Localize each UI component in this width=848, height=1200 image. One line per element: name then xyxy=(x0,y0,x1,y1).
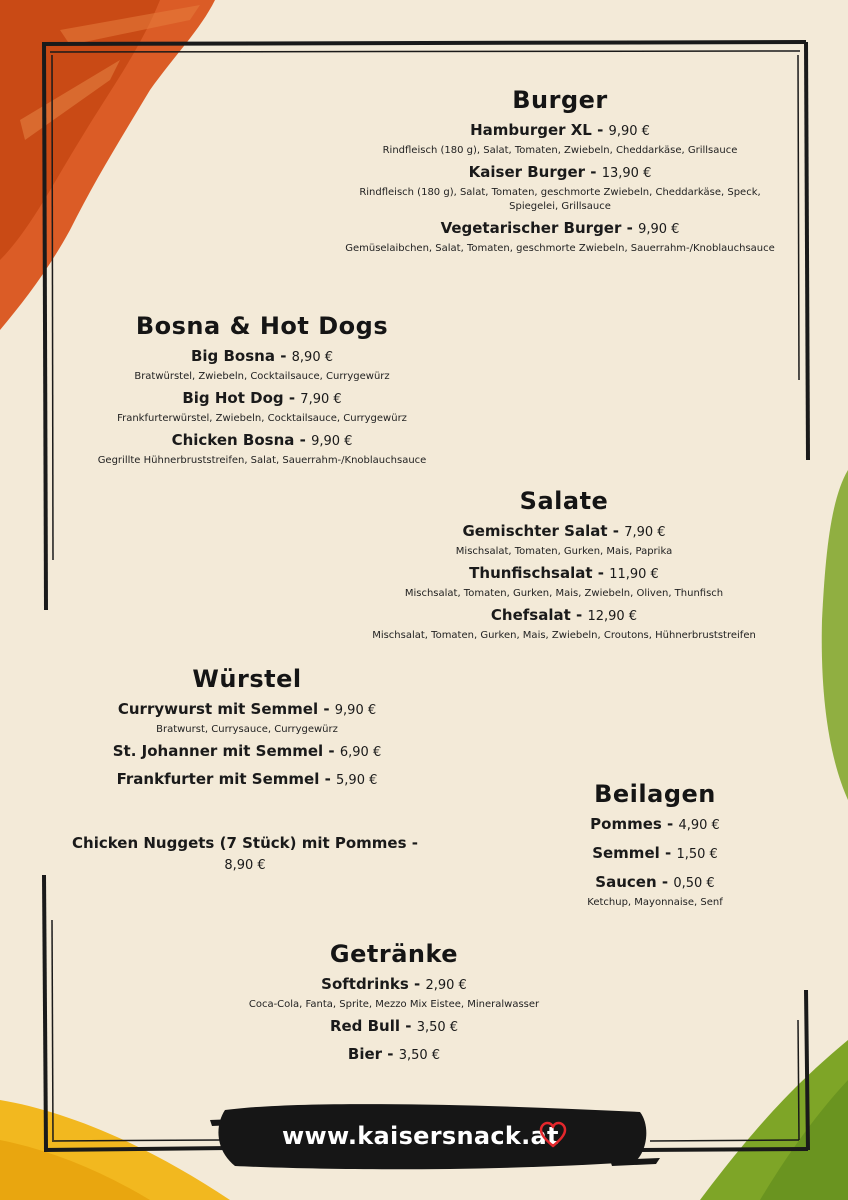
menu-item: Bier - 3,50 € xyxy=(347,1045,441,1063)
section-burger xyxy=(320,86,800,260)
menu-item-description: Coca-Cola, Fanta, Sprite, Mezzo Mix Eistee, Mineralwasser xyxy=(248,999,540,1010)
section-beilagen xyxy=(560,780,750,914)
section-title: Getränke xyxy=(329,940,459,968)
menu-item: Gemischter Salat - 7,90 € xyxy=(462,522,666,540)
menu-item: Chefsalat - 12,90 € xyxy=(490,606,638,624)
menu-item: Red Bull - 3,50 € xyxy=(329,1017,459,1035)
menu-item-description: Mischsalat, Tomaten, Gurken, Mais, Zwiebeln, Croutons, Hühnerbruststreifen xyxy=(372,630,756,641)
menu-item: Saucen - 0,50 € xyxy=(595,873,715,891)
website-link[interactable]: www.kaisersnack.at xyxy=(282,1122,559,1150)
menu-item: Semmel - 1,50 € xyxy=(592,844,718,862)
menu-item-description: Gegrillte Hühnerbruststreifen, Salat, Sauerrahm-/Knoblauchsauce xyxy=(97,455,427,466)
menu-item: Vegetarischer Burger - 9,90 € xyxy=(440,219,680,237)
menu-item: Big Bosna - 8,90 € xyxy=(190,347,334,365)
section-wuerstel xyxy=(92,665,402,791)
menu-item: Hamburger XL - 9,90 € xyxy=(470,121,650,139)
section-salate xyxy=(350,487,778,647)
section-title: Salate xyxy=(519,487,609,515)
menu-item: Kaiser Burger - 13,90 € xyxy=(468,163,652,181)
menu-item: Pommes - 4,90 € xyxy=(590,815,720,833)
menu-item-description: Rindfleisch (180 g), Salat, Tomaten, geschmorte Zwiebeln, Cheddarkäse, Speck, Spiegelei, Grillsauce xyxy=(359,187,761,212)
menu-item: Frankfurter mit Semmel - 5,90 € xyxy=(116,770,378,788)
menu-item: St. Johanner mit Semmel - 6,90 € xyxy=(112,742,382,760)
section-getraenke xyxy=(234,940,554,1066)
menu-item: Chicken Bosna - 9,90 € xyxy=(171,431,353,449)
section-title: Würstel xyxy=(192,665,302,693)
section-title: Beilagen xyxy=(594,780,716,808)
menu-item-description: Ketchup, Mayonnaise, Senf xyxy=(587,897,723,908)
menu-item-description: Mischsalat, Tomaten, Gurken, Mais, Paprika xyxy=(455,546,673,557)
menu-item-chicken-nuggets xyxy=(70,833,420,876)
heart-icon xyxy=(538,1120,568,1150)
menu-item-description: Rindfleisch (180 g), Salat, Tomaten, Zwiebeln, Cheddarkäse, Grillsauce xyxy=(382,145,738,156)
section-bosna-hotdogs xyxy=(62,312,462,472)
menu-item: Currywurst mit Semmel - 9,90 € xyxy=(117,700,377,718)
menu-item-description: Frankfurterwürstel, Zwiebeln, Cocktailsauce, Currygewürz xyxy=(117,413,407,424)
menu-item: Thunfischsalat - 11,90 € xyxy=(469,564,659,582)
menu-item-description: Bratwürstel, Zwiebeln, Cocktailsauce, Currygewürz xyxy=(134,371,390,382)
section-title: Bosna & Hot Dogs xyxy=(135,312,389,340)
menu-item-description: Bratwurst, Currysauce, Currygewürz xyxy=(156,724,338,735)
menu-item-description: Gemüselaibchen, Salat, Tomaten, geschmorte Zwiebeln, Sauerrahm-/Knoblauchsauce xyxy=(345,243,775,254)
menu-item: Chicken Nuggets (7 Stück) mit Pommes - 8,90 € xyxy=(72,834,418,873)
menu-item-description: Mischsalat, Tomaten, Gurken, Mais, Zwiebeln, Oliven, Thunfisch xyxy=(404,588,724,599)
section-title: Burger xyxy=(512,86,608,114)
menu-item: Big Hot Dog - 7,90 € xyxy=(182,389,342,407)
menu-item: Softdrinks - 2,90 € xyxy=(321,975,467,993)
